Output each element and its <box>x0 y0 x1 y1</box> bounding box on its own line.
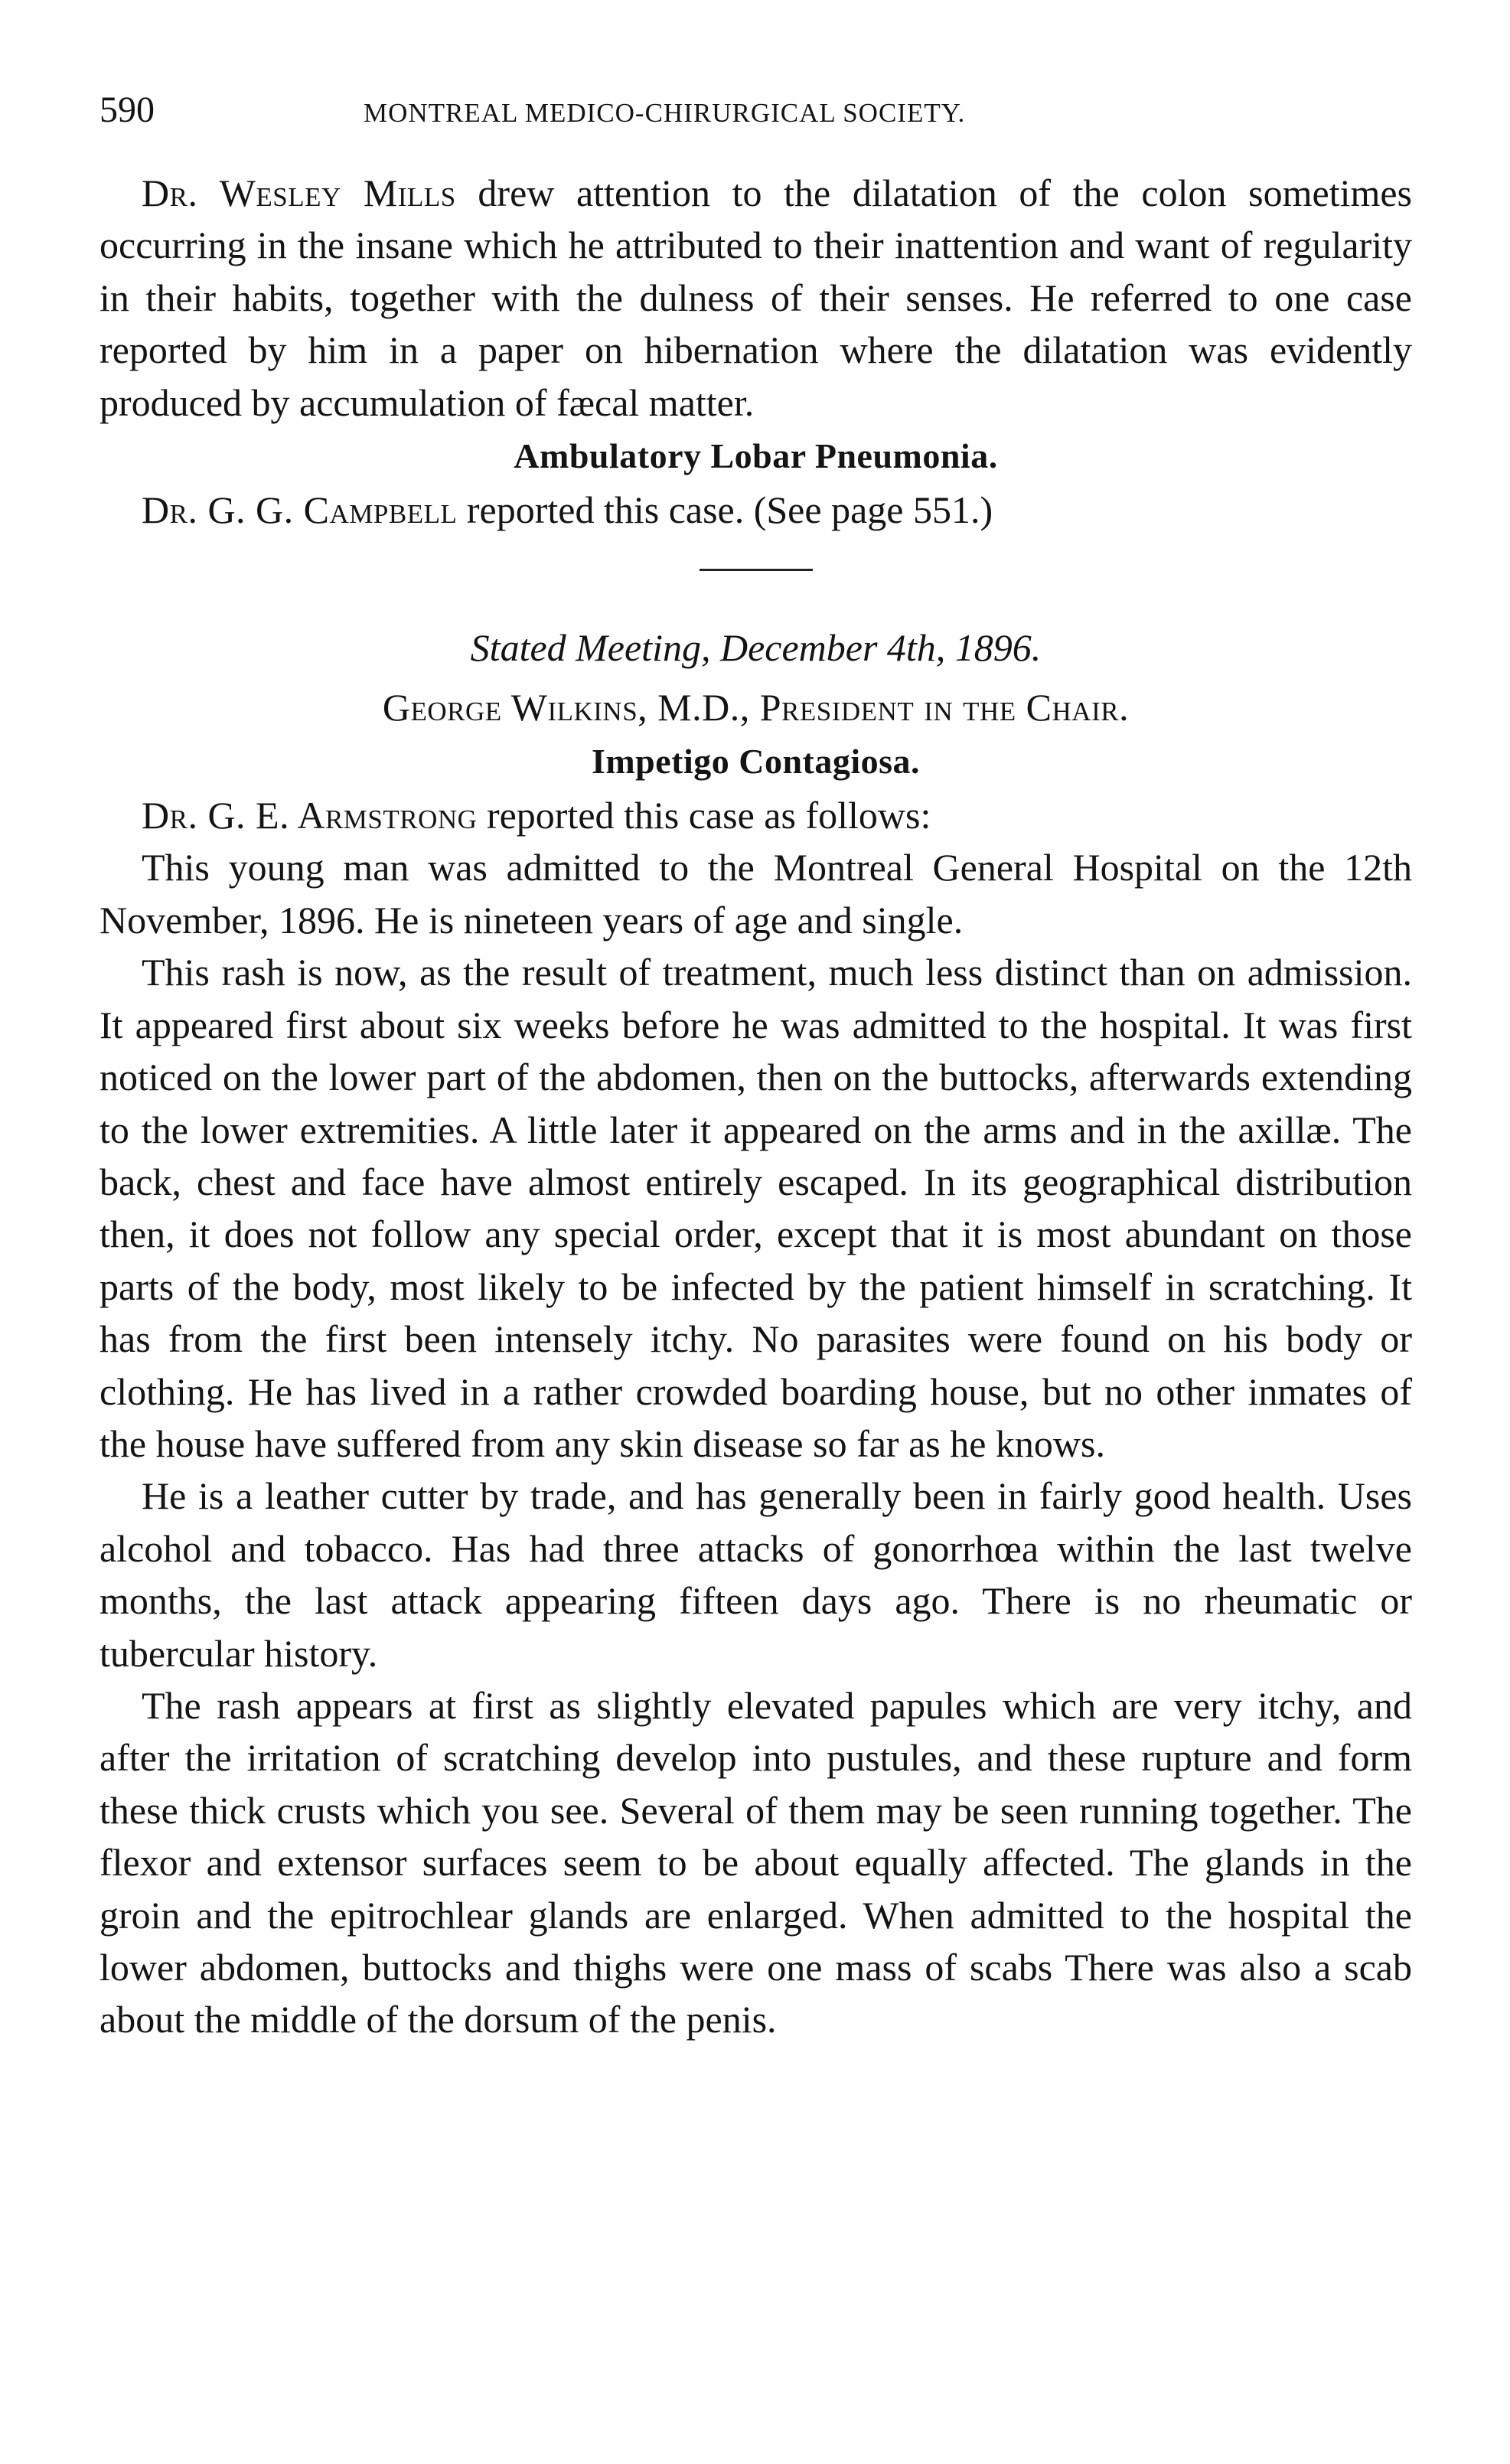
paragraph-text: drew attention to the dilatation of the colon sometimes occurring in the insane which he attributed to their inattention and want of regularity in their habits, together with the dulness of their senses. He referred to one case reported by him in a paper on hibernation where the dilatation was evidently produced by accumulation of fæcal matter. <box>99 171 1413 424</box>
armstrong-intro <box>99 789 1412 841</box>
chair-end: Chair. <box>1026 686 1130 729</box>
campbell-paragraph <box>99 484 1412 536</box>
body-paragraph: This young man was admitted to the Montreal General Hospital on the 12th November, 1896. He is nineteen years of age and single. <box>99 846 1412 942</box>
running-head: MONTREAL MEDICO-CHIRURGICAL SOCIETY. <box>364 98 966 128</box>
section-title: Ambulatory Lobar Pneumonia. <box>514 436 998 476</box>
mills-paragraph <box>99 167 1412 429</box>
speaker-name: Dr. G. E. Armstrong <box>142 794 478 837</box>
paragraph-text: reported this case as follows: <box>477 794 931 837</box>
chair-in-the: in the <box>914 686 1026 729</box>
document-page <box>99 84 1412 2046</box>
speaker-name: Dr. G. G. Campbell <box>142 488 458 532</box>
section-divider <box>700 569 813 571</box>
speaker-name: Dr. Wesley Mills <box>142 171 456 214</box>
body-paragraph: This rash is now, as the result of treatment, much less distinct than on admission. It appeared first about six weeks before he was admitted to the hospital. It was first noticed on the lower part of the abdomen, then on the buttocks, afterwards extending to the lower extremities. A little later it appeared on the arms and in the axillæ. The back, chest and face have almost entirely escaped. In its geographical distribution then, it does not follow any special order, except that it is most abundant on those parts of the body, most likely to be infected by the patient himself in scratching. It has from the first been intensely itchy. No parasites were found on his body or clothing. He has lived in a rather crowded boarding house, but no other inmates of the house have suffered from any skin disease so far as he knows. <box>99 951 1412 1465</box>
page-number: 590 <box>99 90 155 130</box>
meeting-heading: Stated Meeting, December 4th, 1896. <box>470 625 1042 669</box>
paragraph-text: reported this case. (See page 551.) <box>457 488 993 532</box>
page-header <box>99 84 1412 136</box>
section-title: Impetigo Contagiosa. <box>591 741 921 781</box>
body-paragraph: He is a leather cutter by trade, and has generally been in fairly good health. Uses alcohol and tobacco. Has had three attacks of gonorrhœa within the last twelve months, the last attack appearing fifteen days ago. There is no rheumatic or tubercular history. <box>99 1474 1412 1675</box>
body-paragraph: The rash appears at first as slightly elevated papules which are very itchy, and after the irritation of scratching develop into pustules, and these rupture and form these thick crusts which you see. Several of them may be seen running together. The flexor and extensor surfaces seem to be about equally affected. The glands in the groin and the epitrochlear glands are enlarged. When admitted to the hospital the lower abdomen, buttocks and thighs were one mass of scabs There was also a scab about the middle of the dorsum of the penis. <box>99 1683 1412 2041</box>
chair-line <box>99 681 1412 733</box>
chair-name: George Wilkins, M.D., President <box>382 686 915 729</box>
